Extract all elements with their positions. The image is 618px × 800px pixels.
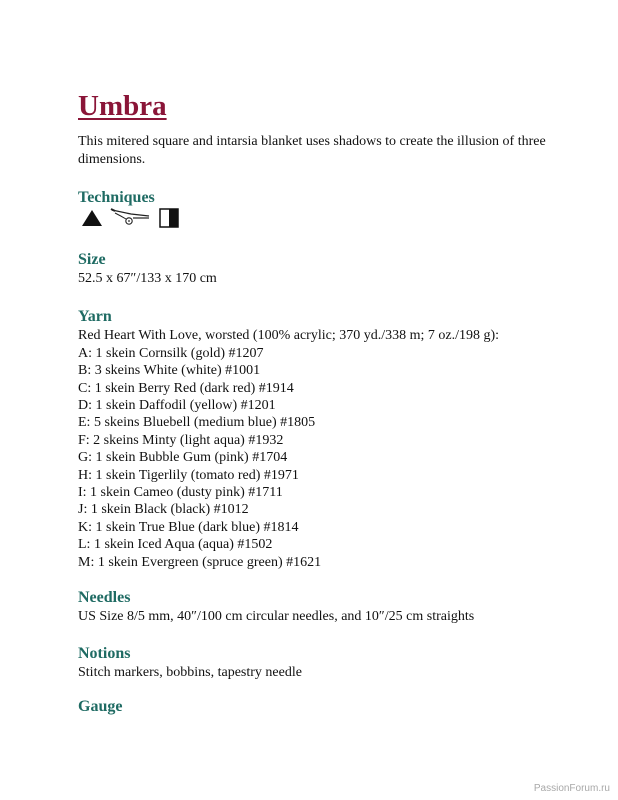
pattern-page (78, 88, 578, 717)
yarn-line: H: 1 skein Tigerlily (tomato red) #1971 (78, 467, 299, 483)
notions-text: Stitch markers, bobbins, tapestry needle (78, 664, 302, 680)
page-title: Umbra (78, 90, 167, 122)
needles-section (78, 588, 578, 625)
needles-heading: Needles (78, 589, 131, 607)
yarn-line: J: 1 skein Black (black) #1012 (78, 502, 249, 518)
triangle-icon (81, 209, 103, 227)
yarn-line: Red Heart With Love, worsted (100% acrylic; 370 yd./338 m; 7 oz./198 g): (78, 328, 500, 344)
size-text: 52.5 x 67″/133 x 170 cm (78, 271, 217, 286)
yarn-section (78, 307, 578, 571)
gauge-section (78, 697, 578, 717)
technique-icons (81, 208, 578, 228)
yarn-line: D: 1 skein Daffodil (yellow) #1201 (78, 398, 276, 414)
notions-section (78, 644, 578, 681)
yarn-heading: Yarn (78, 308, 112, 326)
yarn-line: L: 1 skein Iced Aqua (aqua) #1502 (78, 537, 273, 553)
needles-text: US Size 8/5 mm, 40″/100 cm circular needles, and 10″/25 cm straights (78, 609, 475, 625)
intro-text: This mitered square and intarsia blanket uses shadows to create the illusion of three dimensions. (78, 134, 546, 167)
size-section (78, 250, 578, 287)
yarn-line: B: 3 skeins White (white) #1001 (78, 363, 261, 379)
yarn-line: E: 5 skeins Bluebell (medium blue) #1805 (78, 415, 316, 431)
techniques-heading: Techniques (78, 189, 155, 206)
yarn-line: K: 1 skein True Blue (dark blue) #1814 (78, 519, 299, 535)
needle-icon (109, 208, 153, 228)
techniques-section (78, 188, 578, 228)
gauge-heading: Gauge (78, 697, 123, 715)
yarn-line: F: 2 skeins Minty (light aqua) #1932 (78, 432, 284, 448)
yarn-line: A: 1 skein Cornsilk (gold) #1207 (78, 345, 264, 361)
size-heading: Size (78, 251, 106, 268)
yarn-line: I: 1 skein Cameo (dusty pink) #1711 (78, 485, 283, 501)
yarn-line: M: 1 skein Evergreen (spruce green) #1621 (78, 554, 322, 570)
yarn-line: G: 1 skein Bubble Gum (pink) #1704 (78, 450, 288, 466)
yarn-line: C: 1 skein Berry Red (dark red) #1914 (78, 380, 294, 396)
half-square-icon (159, 208, 179, 228)
watermark: PassionForum.ru (533, 783, 610, 794)
notions-heading: Notions (78, 644, 131, 662)
